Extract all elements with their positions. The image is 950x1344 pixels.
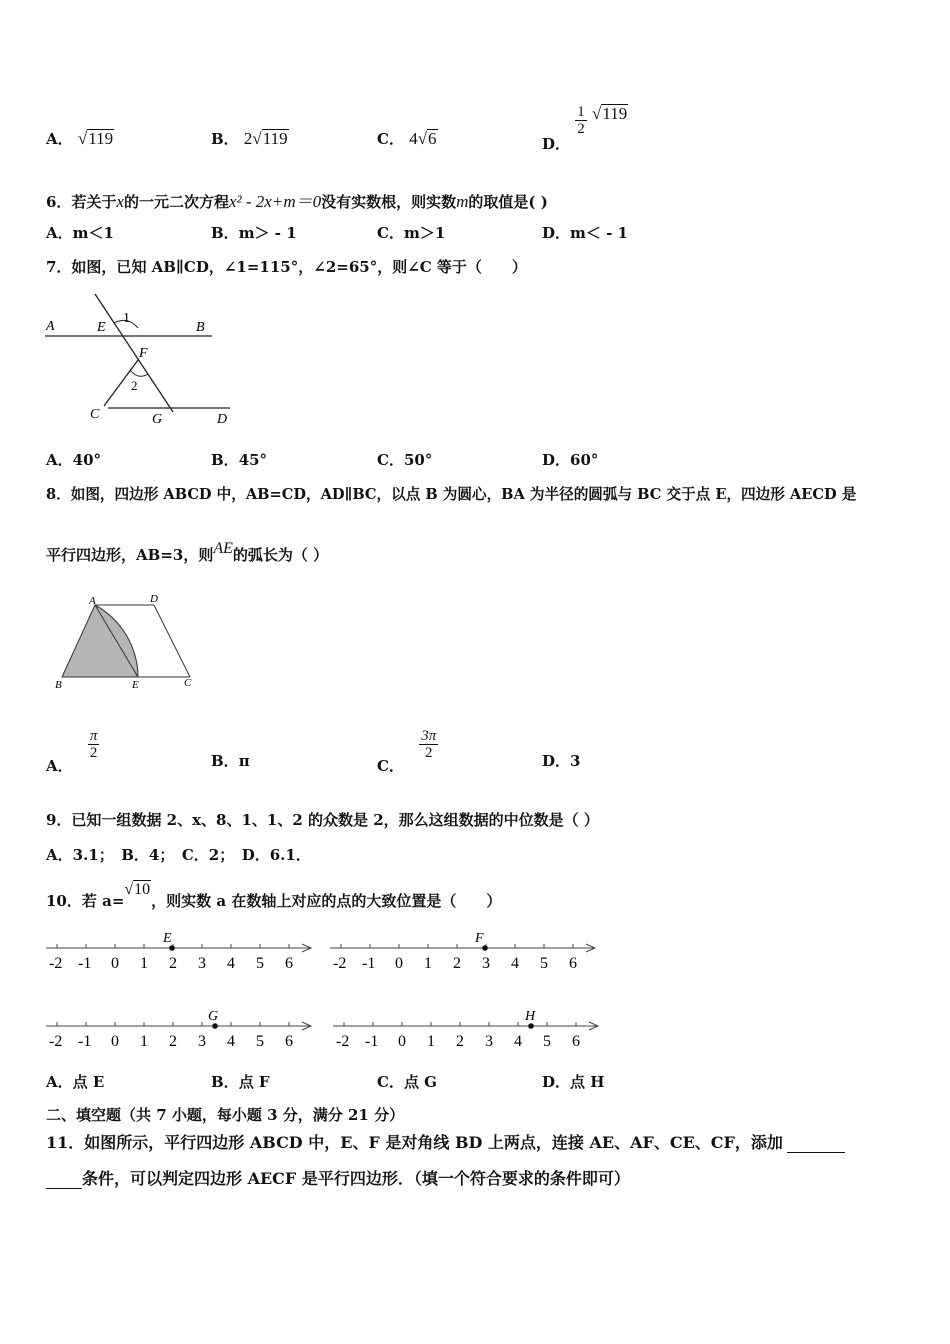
q9-stem: 9．已知一组数据 2、x、8、1、1、2 的众数是 2，那么这组数据的中位数是（ ） <box>46 811 599 829</box>
tick-label: -2 <box>336 1033 350 1050</box>
q11-line2: 条件，可以判定四边形 AECF 是平行四边形．（填一个符合要求的条件即可） <box>46 1166 630 1189</box>
q8-figure <box>50 590 210 700</box>
q10-option-d: D．点 H <box>542 1073 605 1091</box>
tick-label: 1 <box>427 1033 435 1050</box>
section-title-fill-in: 二、填空题（共 7 小题，每小题 3 分，满分 21 分） <box>46 1106 405 1124</box>
q8-option-a: A． $\frac{\pi}{2}$ <box>46 728 98 775</box>
q10-number-line-f <box>328 928 600 973</box>
tick-label: -1 <box>78 1033 92 1050</box>
q8-label-b: B <box>55 679 62 691</box>
tick-label: 5 <box>256 1033 264 1050</box>
q8-option-c: C． $\frac{3\pi}{2}$ <box>377 728 437 775</box>
q7-label-g: G <box>152 412 163 427</box>
q7-label-d: D <box>217 412 228 427</box>
tick-label: -2 <box>49 1033 63 1050</box>
q5-option-a: A． √119 <box>46 129 114 148</box>
tick-label: -1 <box>78 955 92 972</box>
tick-label: 6 <box>572 1033 580 1050</box>
q7-label-c: C <box>90 407 100 422</box>
q5-option-d: D． $\frac{1}{2}$ √119 <box>542 103 628 153</box>
q7-transversal <box>95 294 173 412</box>
q10-option-a: A．点 E <box>46 1073 105 1091</box>
q7-stem: 7．如图，已知 AB∥CD，∠1=115°，∠2=65°，则∠C 等于（ ） <box>46 258 527 276</box>
q8-shaded-region <box>62 605 138 677</box>
q8-label-e: E <box>132 679 139 691</box>
q5-option-c: C． 4√6 <box>377 129 437 148</box>
q7-option-b: B．45° <box>211 451 268 469</box>
q7-figure <box>40 290 240 430</box>
q8-label-c: C <box>184 677 192 689</box>
q8-label-d: D <box>150 593 158 605</box>
q6-option-a: A．m＜1 <box>46 224 114 242</box>
tick-label: 2 <box>169 955 177 972</box>
q5-option-b: B． 2√119 <box>211 129 288 148</box>
tick-label: 4 <box>227 1033 235 1050</box>
label-h: H <box>525 1009 536 1024</box>
tick-label: 4 <box>514 1033 522 1050</box>
q10-option-b: B．点 F <box>211 1073 270 1091</box>
label-e: E <box>163 931 172 946</box>
q7-label-e: E <box>97 320 106 335</box>
tick-label: 3 <box>198 955 206 972</box>
tick-label: -1 <box>362 955 376 972</box>
q10-number-line-g <box>44 1006 316 1051</box>
q7-label-2: 2 <box>131 378 138 393</box>
tick-label: 1 <box>140 955 148 972</box>
q10-option-c: C．点 G <box>377 1073 437 1091</box>
q7-label-1: 1 <box>123 311 130 326</box>
q7-option-c: C．50° <box>377 451 433 469</box>
tick-label: 5 <box>540 955 548 972</box>
tick-label: 3 <box>198 1033 206 1050</box>
tick-label: -2 <box>333 955 347 972</box>
q8-side-dc <box>154 605 190 677</box>
q6-option-d: D．m＜ - 1 <box>542 224 628 242</box>
tick-label: 0 <box>111 955 119 972</box>
tick-label: 4 <box>511 955 519 972</box>
q7-option-d: D．60° <box>542 451 599 469</box>
point-h <box>528 1023 534 1029</box>
point-g <box>212 1023 218 1029</box>
q11-blank-part2 <box>46 1169 82 1189</box>
tick-label: -1 <box>365 1033 379 1050</box>
tick-label: 2 <box>169 1033 177 1050</box>
tick-label: 0 <box>398 1033 406 1050</box>
q10-number-line-h <box>331 1006 603 1051</box>
q9-options: A．3.1； B．4； C．2； D．6.1． <box>46 846 311 864</box>
tick-label: 2 <box>456 1033 464 1050</box>
q6-option-b: B．m＞ - 1 <box>211 224 297 242</box>
q11-blank-part1 <box>787 1133 845 1153</box>
point-f <box>482 945 488 951</box>
q8-option-d: D．3 <box>542 752 581 770</box>
tick-label: 2 <box>453 955 461 972</box>
tick-label: 6 <box>285 1033 293 1050</box>
q7-label-f: F <box>139 346 148 361</box>
q10-stem: 10．若 a=√10，则实数 a 在数轴上对应的点的大致位置是（ ） <box>46 881 502 910</box>
point-e <box>169 945 175 951</box>
q7-label-b: B <box>196 320 205 335</box>
q10-number-line-e <box>44 928 316 973</box>
q7-label-a: A <box>46 319 55 334</box>
tick-label: -2 <box>49 955 63 972</box>
label-g: G <box>208 1009 219 1024</box>
tick-label: 0 <box>111 1033 119 1050</box>
tick-label: 5 <box>256 955 264 972</box>
q6-stem: 6．若关于x的一元二次方程x² - 2x+m＝0没有实数根，则实数m的取值是( ) <box>46 192 548 211</box>
tick-label: 6 <box>569 955 577 972</box>
q8-stem-line1: 8．如图，四边形 ABCD 中，AB=CD，AD∥BC，以点 B 为圆心，BA 为半径的圆弧与 BC 交于点 E，四边形 AECD 是 <box>46 486 857 503</box>
q7-option-a: A．40° <box>46 451 102 469</box>
tick-label: 5 <box>543 1033 551 1050</box>
q6-option-c: C．m＞1 <box>377 224 446 242</box>
q11-line1: 11．如图所示，平行四边形 ABCD 中，E、F 是对角线 BD 上两点，连接 AE、AF、CE、CF，添加 <box>46 1130 845 1153</box>
q8-stem-line2: 平行四边形，AB=3，则AE的弧长为（ ） <box>46 540 329 564</box>
arc-ae-symbol: AE <box>213 540 233 557</box>
tick-label: 3 <box>485 1033 493 1050</box>
label-f: F <box>475 931 484 946</box>
tick-label: 3 <box>482 955 490 972</box>
tick-label: 6 <box>285 955 293 972</box>
tick-label: 0 <box>395 955 403 972</box>
tick-label: 4 <box>227 955 235 972</box>
tick-label: 1 <box>424 955 432 972</box>
tick-label: 1 <box>140 1033 148 1050</box>
q8-label-a: A <box>89 595 96 607</box>
q8-option-b: B．π <box>211 752 250 770</box>
